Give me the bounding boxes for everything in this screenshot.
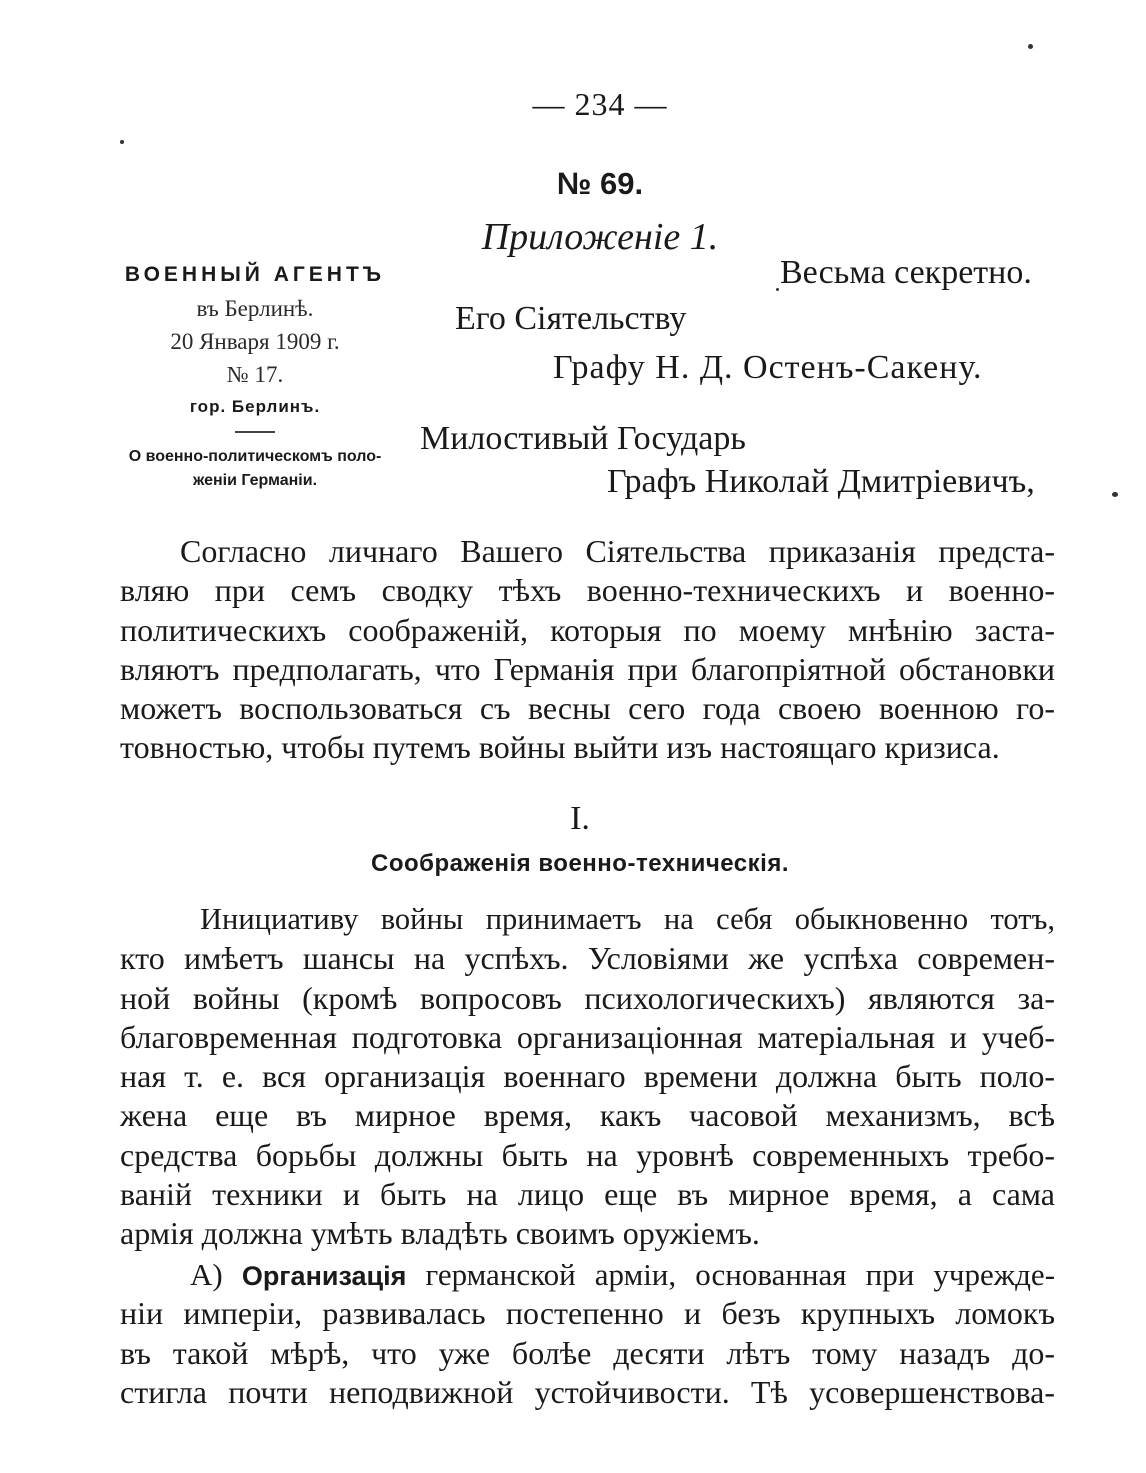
subject-line-1: О военно-политическомъ поло-	[128, 448, 382, 465]
bold-term: Организація	[241, 1261, 407, 1291]
text-line: жена еще въ мирное время, какъ часовой механизмъ, всѣ	[120, 1097, 1055, 1134]
divider	[235, 431, 275, 433]
text-line: политическихъ соображеній, которыя по моему мнѣнію заста-	[120, 611, 1055, 648]
addressee-line-1: Его Сіятельству	[455, 300, 687, 337]
text-line: вляютъ предполагать, что Германія при благопріятной обстановки	[120, 650, 1055, 687]
subject-line-2: женіи Германіи.	[192, 472, 318, 489]
text-line	[120, 1255, 1055, 1294]
section-heading: Соображенія военно-техническія.	[370, 850, 789, 877]
text-line: въ такой мѣрѣ, что уже болѣе десяти лѣтъ тому назадъ до-	[120, 1334, 1055, 1371]
classification-label: Весьма секретно.	[780, 254, 1032, 291]
text-line: ной войны (кромѣ вопросовъ психологическихъ) являются за-	[120, 979, 1055, 1016]
section-number: I.	[570, 800, 590, 837]
scan-speck	[776, 288, 779, 291]
sender-number: № 17.	[226, 362, 284, 387]
scan-speck	[1112, 492, 1118, 497]
addressee-line-2: Графу Н. Д. Остенъ-Сакену.	[553, 349, 983, 386]
text-line: армія должна умѣть владѣть своимъ оружіемъ.	[120, 1215, 760, 1252]
text-line: можетъ воспользоваться съ весны сего года своею военною го-	[120, 690, 1055, 727]
sender-block	[90, 258, 420, 493]
salutation-line-1: Милостивый Государь	[420, 420, 746, 457]
text-line: средства борьбы должны быть на уровнѣ современныхъ требо-	[120, 1136, 1055, 1173]
text-line: стигла почти неподвижной устойчивости. Тѣ усовершенствова-	[120, 1373, 1055, 1410]
text-line: ніи имперіи, развивалась постепенно и безъ крупныхъ ломокъ	[120, 1295, 1055, 1332]
text-line: товностью, чтобы путемъ войны выйти изъ настоящаго кризиса.	[120, 729, 1000, 766]
appendix-label: Приложеніе 1.	[481, 216, 719, 258]
paragraph-initiative	[120, 900, 1055, 1254]
text-line: Инициативу войны принимаетъ на себя обыкновенно тотъ,	[200, 902, 1055, 936]
scan-speck	[1028, 44, 1033, 49]
sender-location: въ Берлинѣ.	[196, 296, 314, 321]
scan-speck	[120, 140, 124, 144]
sender-date: 20 Января 1909 г.	[170, 329, 340, 354]
text-line: вляю при семъ сводку тѣхъ военно-техническихъ и военно-	[120, 572, 1055, 609]
text-line: благовременная подготовка организаціонная матеріальная и учеб-	[120, 1018, 1055, 1055]
text-line: Согласно личнаго Вашего Сіятельства приказанія предста-	[180, 533, 1055, 569]
paragraph-organization	[120, 1255, 1055, 1412]
paragraph-intro	[120, 532, 1055, 768]
sender-city: гор. Берлинъ.	[189, 397, 321, 416]
salutation-line-2: Графъ Николай Дмитріевичъ,	[607, 463, 1035, 500]
text-line: кто имѣетъ шансы на успѣхъ. Условіями же успѣха современ-	[120, 940, 1055, 977]
text-fragment: германской арміи, основанная при учрежде-	[425, 1257, 1056, 1292]
list-marker: А)	[190, 1257, 223, 1292]
text-line: ваній техники и быть на лицо еще въ мирное время, а сама	[120, 1176, 1055, 1213]
text-line: ная т. е. вся организація военнаго времени должна быть поло-	[120, 1058, 1055, 1095]
sender-title: ВОЕННЫЙ АГЕНТЪ	[124, 263, 386, 286]
document-number: № 69.	[556, 166, 644, 201]
page-number: — 234 —	[532, 86, 668, 122]
